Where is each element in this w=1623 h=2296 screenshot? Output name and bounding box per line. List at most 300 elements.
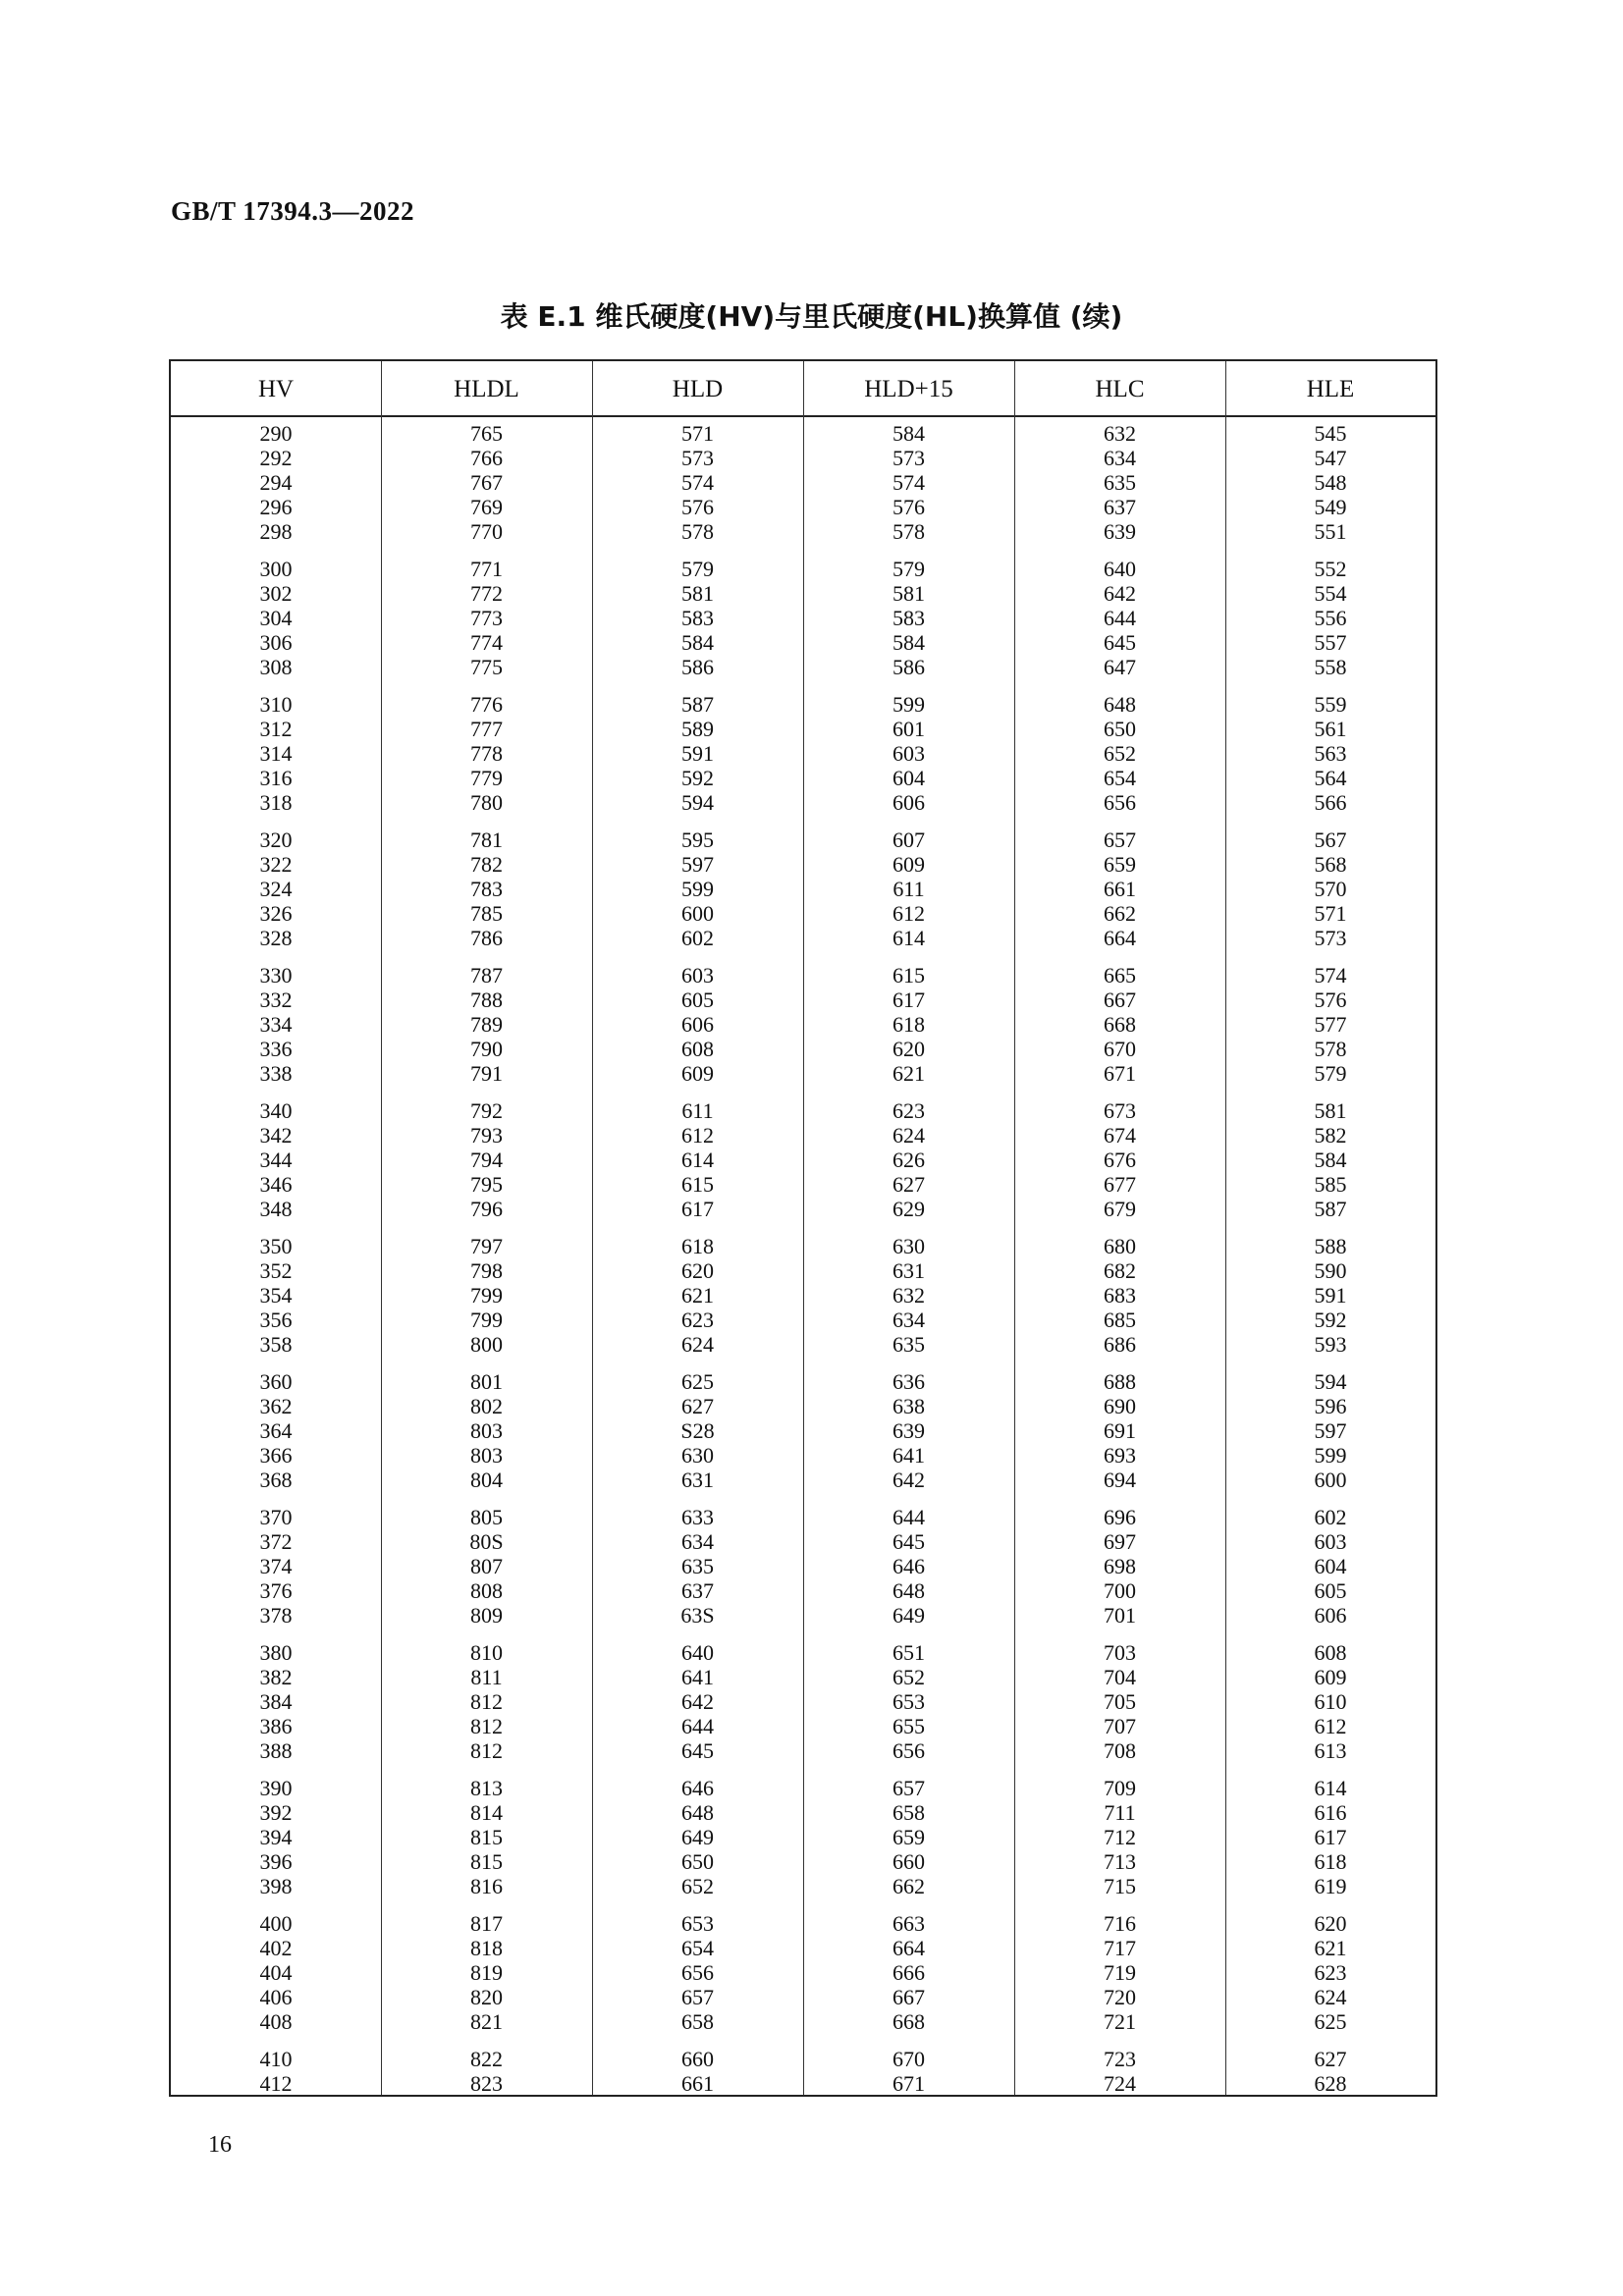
table-cell: 653 — [893, 1689, 925, 1714]
table-cell: 619 — [1314, 1874, 1347, 1898]
table-cell: 574 — [681, 470, 714, 495]
table-cell: 803 — [470, 1418, 503, 1443]
table-cell: 592 — [681, 766, 714, 790]
table-cell: 820 — [470, 1985, 503, 2009]
column-header: HLE — [1306, 376, 1355, 402]
table-cell: 645 — [893, 1529, 925, 1554]
table-cell: 583 — [681, 606, 714, 630]
table-cell: 810 — [470, 1640, 503, 1665]
table-cell: 603 — [681, 963, 714, 988]
table-cell: 320 — [259, 828, 293, 852]
column-header: HLDL — [454, 376, 519, 402]
table-cell: 645 — [1104, 630, 1136, 655]
table-cell: 657 — [1104, 828, 1136, 852]
table-cell: 630 — [893, 1234, 925, 1258]
table-cell: 642 — [893, 1468, 925, 1492]
table-cell: 392 — [259, 1800, 293, 1825]
column-header: HLD — [672, 376, 724, 402]
table-cell: 608 — [681, 1037, 714, 1061]
table-cell: 625 — [1314, 2009, 1347, 2034]
table-cell: 629 — [893, 1197, 925, 1221]
table-cell: 671 — [893, 2071, 925, 2096]
table-cell: 650 — [1104, 717, 1136, 741]
table-cell: 551 — [1314, 519, 1347, 544]
table-cell: 668 — [1104, 1012, 1136, 1037]
column-divider — [381, 361, 382, 2095]
table-cell: 821 — [470, 2009, 503, 2034]
table-cell: 292 — [259, 446, 293, 470]
table-cell: 306 — [259, 630, 293, 655]
table-cell: 788 — [470, 988, 503, 1012]
table-cell: 308 — [259, 655, 293, 679]
table-cell: 674 — [1104, 1123, 1136, 1148]
table-cell: 624 — [1314, 1985, 1347, 2009]
table-cell: 324 — [259, 877, 293, 901]
table-cell: 639 — [1104, 519, 1136, 544]
table-cell: 412 — [259, 2071, 293, 2096]
table-cell: 646 — [681, 1776, 714, 1800]
table-cell: 796 — [470, 1197, 503, 1221]
table-cell: 648 — [893, 1578, 925, 1603]
table-cell: 698 — [1104, 1554, 1136, 1578]
table-cell: 652 — [1104, 741, 1136, 766]
table-cell: 406 — [259, 1985, 293, 2009]
table-cell: 634 — [681, 1529, 714, 1554]
table-cell: 721 — [1104, 2009, 1136, 2034]
table-cell: 659 — [893, 1825, 925, 1849]
table-cell: 398 — [259, 1874, 293, 1898]
table-cell: 676 — [1104, 1148, 1136, 1172]
table-cell: 310 — [259, 692, 293, 717]
table-cell: 641 — [681, 1665, 714, 1689]
table-cell: 640 — [1104, 557, 1136, 581]
table-cell: 624 — [893, 1123, 925, 1148]
table-cell: 584 — [681, 630, 714, 655]
table-cell: 326 — [259, 901, 293, 926]
table-cell: 785 — [470, 901, 503, 926]
table-cell: 552 — [1314, 557, 1347, 581]
table-cell: 648 — [1104, 692, 1136, 717]
table-cell: 585 — [1314, 1172, 1347, 1197]
table-cell: 690 — [1104, 1394, 1136, 1418]
table-cell: 586 — [893, 655, 925, 679]
table-cell: 599 — [681, 877, 714, 901]
table-cell: 366 — [259, 1443, 293, 1468]
table-cell: 777 — [470, 717, 503, 741]
table-cell: 712 — [1104, 1825, 1136, 1849]
table-cell: 573 — [1314, 926, 1347, 950]
table-cell: 630 — [681, 1443, 714, 1468]
table-cell: 348 — [259, 1197, 293, 1221]
table-cell: 597 — [1314, 1418, 1347, 1443]
table-cell: 783 — [470, 877, 503, 901]
table-cell: 588 — [1314, 1234, 1347, 1258]
table-cell: 813 — [470, 1776, 503, 1800]
table-cell: 621 — [1314, 1936, 1347, 1960]
table-cell: 370 — [259, 1505, 293, 1529]
table-cell: 586 — [681, 655, 714, 679]
table-cell: 812 — [470, 1689, 503, 1714]
table-cell: 63S — [680, 1603, 715, 1628]
table-cell: 797 — [470, 1234, 503, 1258]
table-cell: 811 — [470, 1665, 503, 1689]
table-cell: 596 — [1314, 1394, 1347, 1418]
table-cell: 587 — [681, 692, 714, 717]
table-cell: 781 — [470, 828, 503, 852]
table-cell: 627 — [893, 1172, 925, 1197]
table-cell: 559 — [1314, 692, 1347, 717]
table-cell: 386 — [259, 1714, 293, 1738]
table-cell: 374 — [259, 1554, 293, 1578]
table-cell: 600 — [681, 901, 714, 926]
table-cell: 599 — [1314, 1443, 1347, 1468]
table-cell: 704 — [1104, 1665, 1136, 1689]
table-cell: 591 — [1314, 1283, 1347, 1308]
table-cell: 563 — [1314, 741, 1347, 766]
table-cell: 766 — [470, 446, 503, 470]
table-cell: 642 — [681, 1689, 714, 1714]
table-cell: 812 — [470, 1714, 503, 1738]
table-cell: 709 — [1104, 1776, 1136, 1800]
table-cell: 605 — [1314, 1578, 1347, 1603]
table-cell: 594 — [1314, 1369, 1347, 1394]
table-cell: 662 — [893, 1874, 925, 1898]
table-cell: 696 — [1104, 1505, 1136, 1529]
table-cell: 545 — [1314, 421, 1347, 446]
table-cell: 571 — [1314, 901, 1347, 926]
table-cell: 799 — [470, 1308, 503, 1332]
table-cell: 578 — [1314, 1037, 1347, 1061]
table-cell: 657 — [681, 1985, 714, 2009]
table-cell: 688 — [1104, 1369, 1136, 1394]
table-cell: 767 — [470, 470, 503, 495]
table-cell: 612 — [893, 901, 925, 926]
table-cell: 621 — [893, 1061, 925, 1086]
table-cell: 354 — [259, 1283, 293, 1308]
table-cell: 671 — [1104, 1061, 1136, 1086]
table-cell: 808 — [470, 1578, 503, 1603]
table-cell: 573 — [681, 446, 714, 470]
table-cell: 624 — [681, 1332, 714, 1357]
table-cell: 578 — [893, 519, 925, 544]
table-cell: 376 — [259, 1578, 293, 1603]
table-cell: 618 — [893, 1012, 925, 1037]
table-cell: 719 — [1104, 1960, 1136, 1985]
table-cell: 328 — [259, 926, 293, 950]
table-cell: 650 — [681, 1849, 714, 1874]
table-cell: 632 — [1104, 421, 1136, 446]
table-cell: 793 — [470, 1123, 503, 1148]
table-cell: 703 — [1104, 1640, 1136, 1665]
table-cell: 779 — [470, 766, 503, 790]
table-cell: 670 — [1104, 1037, 1136, 1061]
table-cell: 660 — [893, 1849, 925, 1874]
table-cell: 350 — [259, 1234, 293, 1258]
table-cell: 564 — [1314, 766, 1347, 790]
table-cell: 682 — [1104, 1258, 1136, 1283]
table-cell: 707 — [1104, 1714, 1136, 1738]
table-cell: 668 — [893, 2009, 925, 2034]
table-cell: 567 — [1314, 828, 1347, 852]
table-cell: 790 — [470, 1037, 503, 1061]
table-cell: 795 — [470, 1172, 503, 1197]
table-cell: 593 — [1314, 1332, 1347, 1357]
table-cell: 554 — [1314, 581, 1347, 606]
table-cell: 632 — [893, 1283, 925, 1308]
table-cell: 576 — [681, 495, 714, 519]
table-cell: 635 — [681, 1554, 714, 1578]
table-cell: 770 — [470, 519, 503, 544]
table-cell: 602 — [681, 926, 714, 950]
table-cell: 390 — [259, 1776, 293, 1800]
table-cell: 637 — [681, 1578, 714, 1603]
table-cell: 649 — [893, 1603, 925, 1628]
table-cell: 583 — [893, 606, 925, 630]
page-number: 16 — [208, 2132, 232, 2158]
table-cell: 673 — [1104, 1098, 1136, 1123]
table-cell: 644 — [681, 1714, 714, 1738]
table-cell: 656 — [893, 1738, 925, 1763]
table-cell: 606 — [1314, 1603, 1347, 1628]
table-cell: 776 — [470, 692, 503, 717]
table-cell: 651 — [893, 1640, 925, 1665]
table-cell: 645 — [681, 1738, 714, 1763]
table-cell: 609 — [681, 1061, 714, 1086]
table-cell: 584 — [893, 421, 925, 446]
table-cell: 616 — [1314, 1800, 1347, 1825]
table-cell: 652 — [893, 1665, 925, 1689]
table-cell: 611 — [681, 1098, 714, 1123]
table-cell: 791 — [470, 1061, 503, 1086]
table-cell: 769 — [470, 495, 503, 519]
table-cell: 817 — [470, 1911, 503, 1936]
table-cell: 312 — [259, 717, 293, 741]
table-cell: 358 — [259, 1332, 293, 1357]
conversion-table — [169, 359, 1437, 2097]
table-cell: 388 — [259, 1738, 293, 1763]
table-cell: 664 — [893, 1936, 925, 1960]
table-cell: 659 — [1104, 852, 1136, 877]
table-cell: 590 — [1314, 1258, 1347, 1283]
table-cell: 587 — [1314, 1197, 1347, 1221]
table-cell: 816 — [470, 1874, 503, 1898]
table-cell: 789 — [470, 1012, 503, 1037]
table-cell: 605 — [681, 988, 714, 1012]
table-cell: 623 — [681, 1308, 714, 1332]
table-cell: 589 — [681, 717, 714, 741]
table-cell: 658 — [681, 2009, 714, 2034]
table-cell: 356 — [259, 1308, 293, 1332]
table-cell: 655 — [893, 1714, 925, 1738]
table-cell: 380 — [259, 1640, 293, 1665]
table-cell: 648 — [681, 1800, 714, 1825]
table-cell: 609 — [893, 852, 925, 877]
table-cell: 617 — [893, 988, 925, 1012]
table-cell: 773 — [470, 606, 503, 630]
table-cell: 578 — [681, 519, 714, 544]
table-cell: 799 — [470, 1283, 503, 1308]
table-cell: 642 — [1104, 581, 1136, 606]
column-header: HV — [257, 376, 295, 402]
table-cell: 649 — [681, 1825, 714, 1849]
table-cell: 638 — [893, 1394, 925, 1418]
table-cell: 812 — [470, 1738, 503, 1763]
table-cell: 570 — [1314, 877, 1347, 901]
table-cell: 771 — [470, 557, 503, 581]
table-cell: 656 — [1104, 790, 1136, 815]
table-cell: 595 — [681, 828, 714, 852]
table-cell: 582 — [1314, 1123, 1347, 1148]
table-cell: 626 — [893, 1148, 925, 1172]
table-cell: 685 — [1104, 1308, 1136, 1332]
table-cell: 646 — [893, 1554, 925, 1578]
table-cell: 670 — [893, 2047, 925, 2071]
table-cell: 623 — [1314, 1960, 1347, 1985]
table-cell: 775 — [470, 655, 503, 679]
table-cell: 656 — [681, 1960, 714, 1985]
table-cell: 322 — [259, 852, 293, 877]
table-cell: 647 — [1104, 655, 1136, 679]
table-cell: 715 — [1104, 1874, 1136, 1898]
table-cell: 634 — [893, 1308, 925, 1332]
table-cell: 404 — [259, 1960, 293, 1985]
table-cell: 378 — [259, 1603, 293, 1628]
table-cell: 352 — [259, 1258, 293, 1283]
table-cell: 591 — [681, 741, 714, 766]
table-cell: 579 — [893, 557, 925, 581]
table-cell: 372 — [259, 1529, 293, 1554]
table-cell: 607 — [893, 828, 925, 852]
table-cell: 604 — [1314, 1554, 1347, 1578]
table-cell: 547 — [1314, 446, 1347, 470]
table-cell: 666 — [893, 1960, 925, 1985]
table-cell: 815 — [470, 1825, 503, 1849]
table-cell: 823 — [470, 2071, 503, 2096]
table-cell: 614 — [681, 1148, 714, 1172]
table-cell: 362 — [259, 1394, 293, 1418]
table-cell: 798 — [470, 1258, 503, 1283]
table-cell: 600 — [1314, 1468, 1347, 1492]
table-cell: 302 — [259, 581, 293, 606]
table-cell: 794 — [470, 1148, 503, 1172]
table-cell: 360 — [259, 1369, 293, 1394]
table-cell: 400 — [259, 1911, 293, 1936]
table-cell: 382 — [259, 1665, 293, 1689]
table-cell: 402 — [259, 1936, 293, 1960]
table-cell: 787 — [470, 963, 503, 988]
table-cell: 627 — [681, 1394, 714, 1418]
table-cell: 634 — [1104, 446, 1136, 470]
table-cell: 664 — [1104, 926, 1136, 950]
table-cell: 571 — [681, 421, 714, 446]
table-cell: 314 — [259, 741, 293, 766]
table-cell: 80S — [469, 1529, 504, 1554]
table-cell: 661 — [1104, 877, 1136, 901]
table-cell: 342 — [259, 1123, 293, 1148]
table-cell: 561 — [1314, 717, 1347, 741]
table-cell: 667 — [893, 1985, 925, 2009]
table-cell: 713 — [1104, 1849, 1136, 1874]
table-cell: 679 — [1104, 1197, 1136, 1221]
table-cell: 780 — [470, 790, 503, 815]
table-cell: 792 — [470, 1098, 503, 1123]
table-cell: 602 — [1314, 1505, 1347, 1529]
table-cell: 818 — [470, 1936, 503, 1960]
table-cell: 667 — [1104, 988, 1136, 1012]
table-cell: 368 — [259, 1468, 293, 1492]
table-cell: 364 — [259, 1418, 293, 1443]
table-cell: 663 — [893, 1911, 925, 1936]
table-cell: 344 — [259, 1148, 293, 1172]
table-cell: 318 — [259, 790, 293, 815]
table-cell: 584 — [1314, 1148, 1347, 1172]
table-cell: 568 — [1314, 852, 1347, 877]
table-cell: 548 — [1314, 470, 1347, 495]
table-cell: 693 — [1104, 1443, 1136, 1468]
table-cell: 332 — [259, 988, 293, 1012]
table-cell: 573 — [893, 446, 925, 470]
table-cell: 631 — [681, 1468, 714, 1492]
table-cell: 296 — [259, 495, 293, 519]
table-cell: 338 — [259, 1061, 293, 1086]
table-cell: 549 — [1314, 495, 1347, 519]
table-cell: S28 — [680, 1418, 715, 1443]
table-cell: 617 — [681, 1197, 714, 1221]
table-cell: 805 — [470, 1505, 503, 1529]
table-cell: 581 — [1314, 1098, 1347, 1123]
table-cell: 290 — [259, 421, 293, 446]
table-cell: 644 — [893, 1505, 925, 1529]
table-cell: 621 — [681, 1283, 714, 1308]
table-cell: 802 — [470, 1394, 503, 1418]
table-cell: 778 — [470, 741, 503, 766]
table-cell: 579 — [1314, 1061, 1347, 1086]
table-cell: 316 — [259, 766, 293, 790]
table-cell: 346 — [259, 1172, 293, 1197]
table-cell: 603 — [893, 741, 925, 766]
table-cell: 340 — [259, 1098, 293, 1123]
table-cell: 631 — [893, 1258, 925, 1283]
table-cell: 786 — [470, 926, 503, 950]
table-cell: 620 — [681, 1258, 714, 1283]
table-cell: 819 — [470, 1960, 503, 1985]
table-cell: 584 — [893, 630, 925, 655]
table-cell: 408 — [259, 2009, 293, 2034]
table-cell: 661 — [681, 2071, 714, 2096]
table-cell: 612 — [1314, 1714, 1347, 1738]
table-cell: 717 — [1104, 1936, 1136, 1960]
table-cell: 686 — [1104, 1332, 1136, 1357]
table-cell: 300 — [259, 557, 293, 581]
table-cell: 620 — [893, 1037, 925, 1061]
column-divider — [1014, 361, 1015, 2095]
table-cell: 298 — [259, 519, 293, 544]
standard-code: GB/T 17394.3—2022 — [171, 196, 415, 226]
table-cell: 623 — [893, 1098, 925, 1123]
table-cell: 804 — [470, 1468, 503, 1492]
table-cell: 680 — [1104, 1234, 1136, 1258]
table-cell: 396 — [259, 1849, 293, 1874]
table-cell: 716 — [1104, 1911, 1136, 1936]
table-cell: 801 — [470, 1369, 503, 1394]
table-cell: 625 — [681, 1369, 714, 1394]
table-cell: 618 — [1314, 1849, 1347, 1874]
table-cell: 720 — [1104, 1985, 1136, 2009]
table-cell: 803 — [470, 1443, 503, 1468]
column-divider — [592, 361, 593, 2095]
table-cell: 774 — [470, 630, 503, 655]
table-cell: 599 — [893, 692, 925, 717]
